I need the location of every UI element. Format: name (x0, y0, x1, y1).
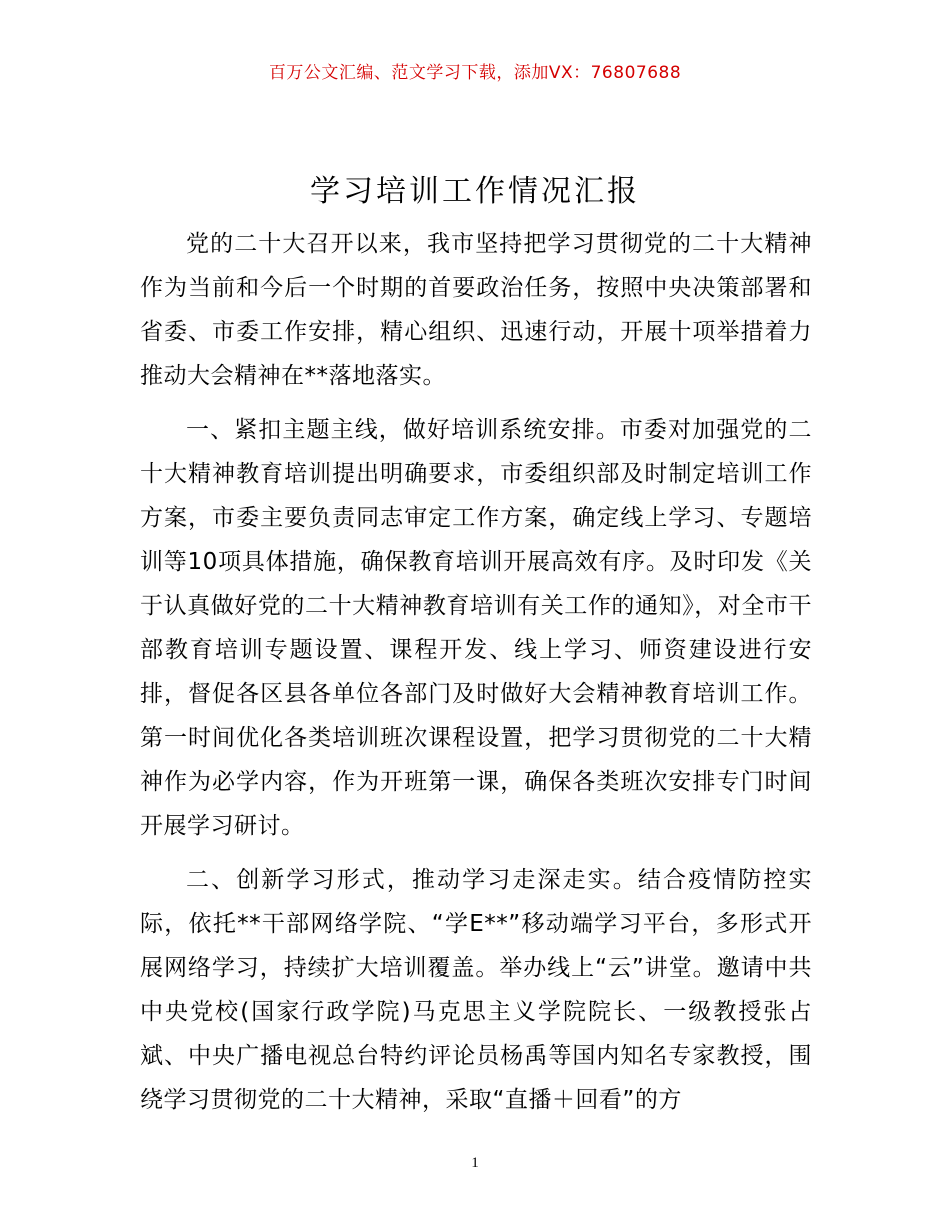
section-one-paragraph: 一、紧扣主题主线，做好培训系统安排。市委对加强党的二十大精神教育培训提出明确要求，市委组织部及时制定培训工作方案，市委主要负责同志审定工作方案，确定线上学习、专题培训等10项具体措施，确保教育培训开展高效有序。及时印发《关于认真做好党的二十大精神教育培训有关工作的通知》，对全市干部教育培训专题设置、课程开发、线上学习、师资建设进行安排，督促各区县各单位各部门及时做好大会精神教育培训工作。第一时间优化各类培训班次课程设置，把学习贯彻党的二十大精神作为必学内容，作为开班第一课，确保各类班次安排专门时间开展学习研讨。 (140, 417, 812, 839)
header-promo-note: 百万公文汇编、范文学习下载，添加VX：76807688 (268, 63, 682, 83)
intro-paragraph: 党的二十大召开以来，我市坚持把学习贯彻党的二十大精神作为当前和今后一个时期的首要政治任务，按照中央决策部署和省委、市委工作安排，精心组织、迅速行动，开展十项举措着力推动大会精神在**落地落实。 (140, 231, 812, 389)
document-title: 学习培训工作情况汇报 (310, 174, 640, 209)
page-number: 1 (471, 1155, 479, 1171)
document-body (140, 222, 812, 1122)
section-two-paragraph: 二、创新学习形式，推动学习走深走实。结合疫情防控实际，依托**干部网络学院、“学E**”移动端学习平台，多形式开展网络学习，持续扩大培训覆盖。举办线上“云”讲堂。邀请中共中央党校(国家行政学院)马克思主义学院院长、一级教授张占斌、中央广播电视总台特约评论员杨禹等国内知名专家教授，围绕学习贯彻党的二十大精神，采取“直播＋回看”的方 (140, 867, 812, 1113)
